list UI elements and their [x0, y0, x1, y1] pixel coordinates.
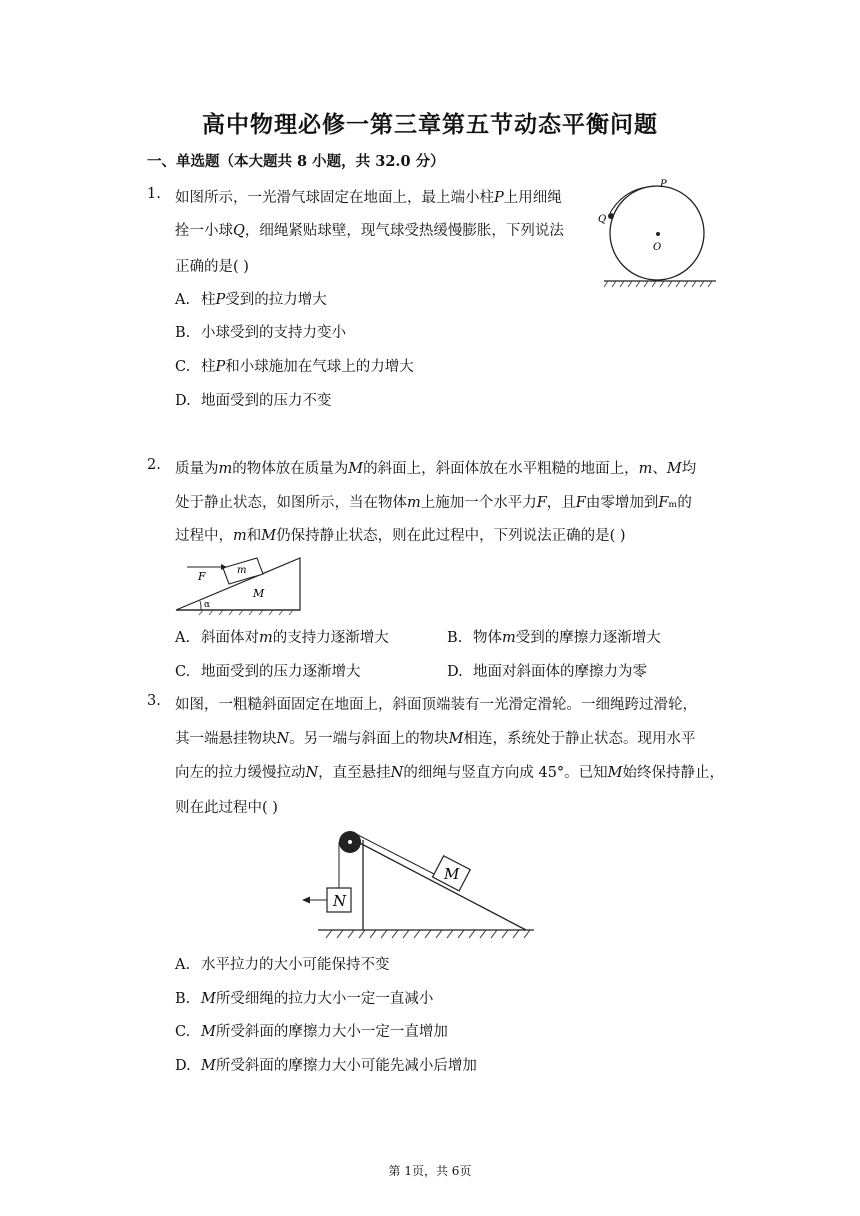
question-1-option-d[interactable]: D. 地面受到的压力不变 — [175, 393, 332, 409]
question-1-number: 1. — [147, 186, 161, 202]
incline-force-figure — [173, 552, 305, 617]
label-m: M — [444, 865, 460, 883]
label-o: O — [653, 242, 662, 253]
question-2-line-3: 过程中，𝑚和𝑀仍保持静止状态，则在此过程中，下列说法正确的是( ) — [175, 528, 626, 544]
center-point-o — [656, 232, 660, 236]
label-n: N — [333, 892, 347, 910]
question-3-number: 3. — [147, 693, 161, 709]
question-2-line-1: 质量为𝑚的物体放在质量为𝑀的斜面上，斜面体放在水平粗糙的地面上，𝑚、𝑀均 — [175, 461, 697, 477]
question-3-option-b[interactable]: B. 𝑀所受细绳的拉力大小一定一直减小 — [175, 991, 434, 1007]
label-alpha: α — [204, 600, 211, 610]
question-1-option-c[interactable]: C. 柱𝑃和小球施加在气球上的力增大 — [175, 359, 414, 375]
question-3-option-c[interactable]: C. 𝑀所受斜面的摩擦力大小一定一直增加 — [175, 1024, 448, 1040]
page-title: 高中物理必修一第三章第五节动态平衡问题 — [202, 112, 658, 138]
label-m: m — [237, 565, 247, 576]
section-heading: 一、单选题（本大题共 8 小题，共 32.0 分） — [147, 153, 445, 170]
label-q: Q — [598, 214, 607, 225]
question-3-line-3: 向左的拉力缓慢拉动𝑁，直至悬挂𝑁的细绳与竖直方向成 45°。已知𝑀始终保持静止， — [175, 765, 725, 781]
question-2-line-2: 处于静止状态，如图所示，当在物体𝑚上施加一个水平力𝐹，且𝐹由零增加到𝐹ₘ的 — [175, 495, 692, 511]
question-2-option-c[interactable]: C. 地面受到的压力逐渐增大 — [175, 664, 361, 680]
label-big-m: M — [253, 587, 265, 600]
question-3-option-d[interactable]: D. 𝑀所受斜面的摩擦力大小可能先减小后增加 — [175, 1058, 477, 1074]
question-2-option-d[interactable]: D. 地面对斜面体的摩擦力为零 — [447, 664, 647, 680]
question-2-number: 2. — [147, 457, 161, 473]
question-3-option-a[interactable]: A. 水平拉力的大小可能保持不变 — [175, 957, 390, 973]
label-p: P — [660, 179, 667, 190]
question-2-option-b[interactable]: B. 物体𝑚受到的摩擦力逐渐增大 — [447, 630, 661, 646]
pulley-incline-figure — [298, 826, 538, 944]
question-3-line-4: 则在此过程中( ) — [175, 800, 278, 816]
label-f: F — [198, 570, 206, 583]
question-1-line-1: 如图所示，一光滑气球固定在地面上，最上端小柱𝑃上用细绳 — [175, 190, 562, 206]
question-1-line-2: 拴一小球𝑄，细绳紧贴球壁，现气球受热缓慢膨胀，下列说法 — [175, 223, 564, 239]
question-3-line-1: 如图，一粗糙斜面固定在地面上，斜面顶端装有一光滑定滑轮。一细绳跨过滑轮， — [175, 697, 697, 713]
block-m — [432, 856, 470, 892]
ball-q — [608, 213, 614, 219]
question-3-line-2: 其一端悬挂物块𝑁。另一端与斜面上的物块𝑀相连，系统处于静止状态。现用水平 — [175, 731, 696, 747]
balloon-figure — [596, 178, 726, 293]
page-footer: 第 1页，共 6页 — [388, 1164, 472, 1178]
question-2-option-a[interactable]: A. 斜面体对𝑚的支持力逐渐增大 — [175, 630, 389, 646]
question-1-option-a[interactable]: A. 柱𝑃受到的拉力增大 — [175, 292, 327, 308]
question-1-option-b[interactable]: B. 小球受到的支持力变小 — [175, 325, 346, 341]
question-1-line-3: 正确的是( ) — [175, 259, 249, 275]
